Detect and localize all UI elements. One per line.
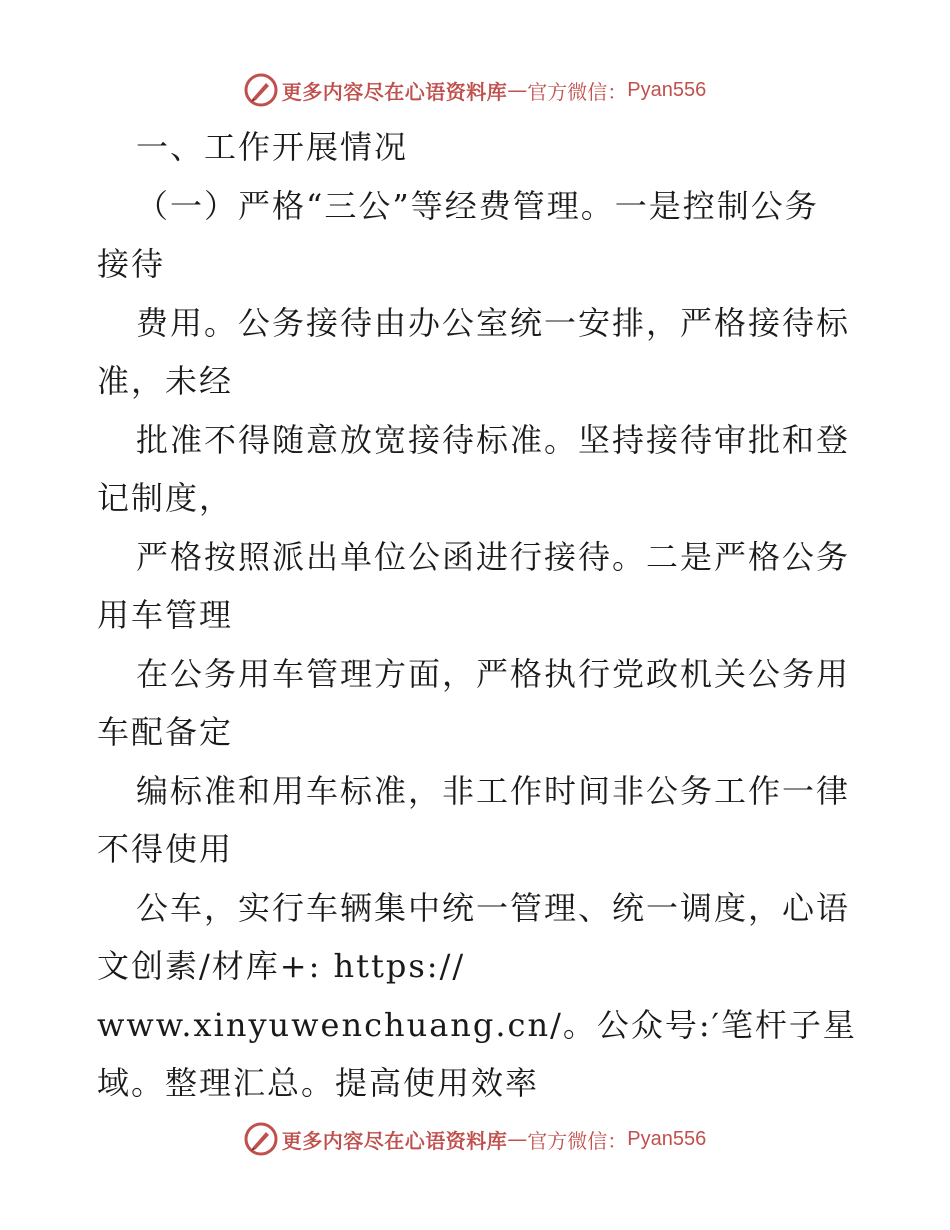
banner-official-label: 官方微信： bbox=[527, 79, 628, 104]
section-heading: 一、工作开展情况 bbox=[136, 128, 409, 166]
paragraph-line: 用车管理 bbox=[97, 596, 234, 634]
paragraph-line: 域。整理汇总。提高使用效率 bbox=[97, 1064, 540, 1102]
paragraph-line: 在公务用车管理方面，严格执行党政机关公务用 bbox=[136, 654, 851, 693]
paragraph-line: 文创素/材库+: https:// bbox=[97, 947, 466, 985]
paragraph-line: 费用。公务接待由办公室统一安排，严格接待标 bbox=[136, 303, 851, 342]
paragraph-line: 记制度， bbox=[97, 479, 234, 517]
paragraph-line: 接待 bbox=[97, 245, 166, 283]
banner-separator: — bbox=[507, 78, 528, 102]
paragraph-line: 车配备定 bbox=[97, 713, 234, 751]
paragraph-line: 严格按照派出单位公函进行接待。二是严格公务 bbox=[136, 537, 851, 576]
banner-wechat-id: Pyan556 bbox=[627, 1127, 707, 1150]
pen-logo-icon bbox=[244, 1122, 278, 1156]
banner-separator: — bbox=[507, 1127, 528, 1151]
banner-official-label: 官方微信： bbox=[527, 1128, 628, 1153]
banner-slogan: 更多内容尽在心语资料库 bbox=[281, 79, 508, 104]
header-banner bbox=[0, 68, 950, 112]
paragraph-line: www.xinyuwenchuang.cn/。公众号:′笔杆子星 bbox=[97, 1005, 857, 1044]
paragraph-line: 准，未经 bbox=[97, 362, 234, 400]
banner-wechat-id: Pyan556 bbox=[627, 78, 707, 101]
banner-slogan: 更多内容尽在心语资料库 bbox=[281, 1128, 508, 1153]
paragraph-line: 批准不得随意放宽接待标准。坚持接待审批和登 bbox=[136, 420, 851, 459]
paragraph-line: 公车，实行车辆集中统一管理、统一调度，心语 bbox=[136, 888, 851, 927]
paragraph-line: 编标准和用车标准，非工作时间非公务工作一律 bbox=[136, 771, 851, 810]
paragraph-line: 不得使用 bbox=[97, 830, 234, 868]
document-body bbox=[97, 118, 867, 1113]
paragraph-line: （一）严格“三公”等经费管理。一是控制公务 bbox=[136, 186, 819, 225]
pen-logo-icon bbox=[244, 73, 278, 107]
footer-banner bbox=[0, 1117, 950, 1161]
